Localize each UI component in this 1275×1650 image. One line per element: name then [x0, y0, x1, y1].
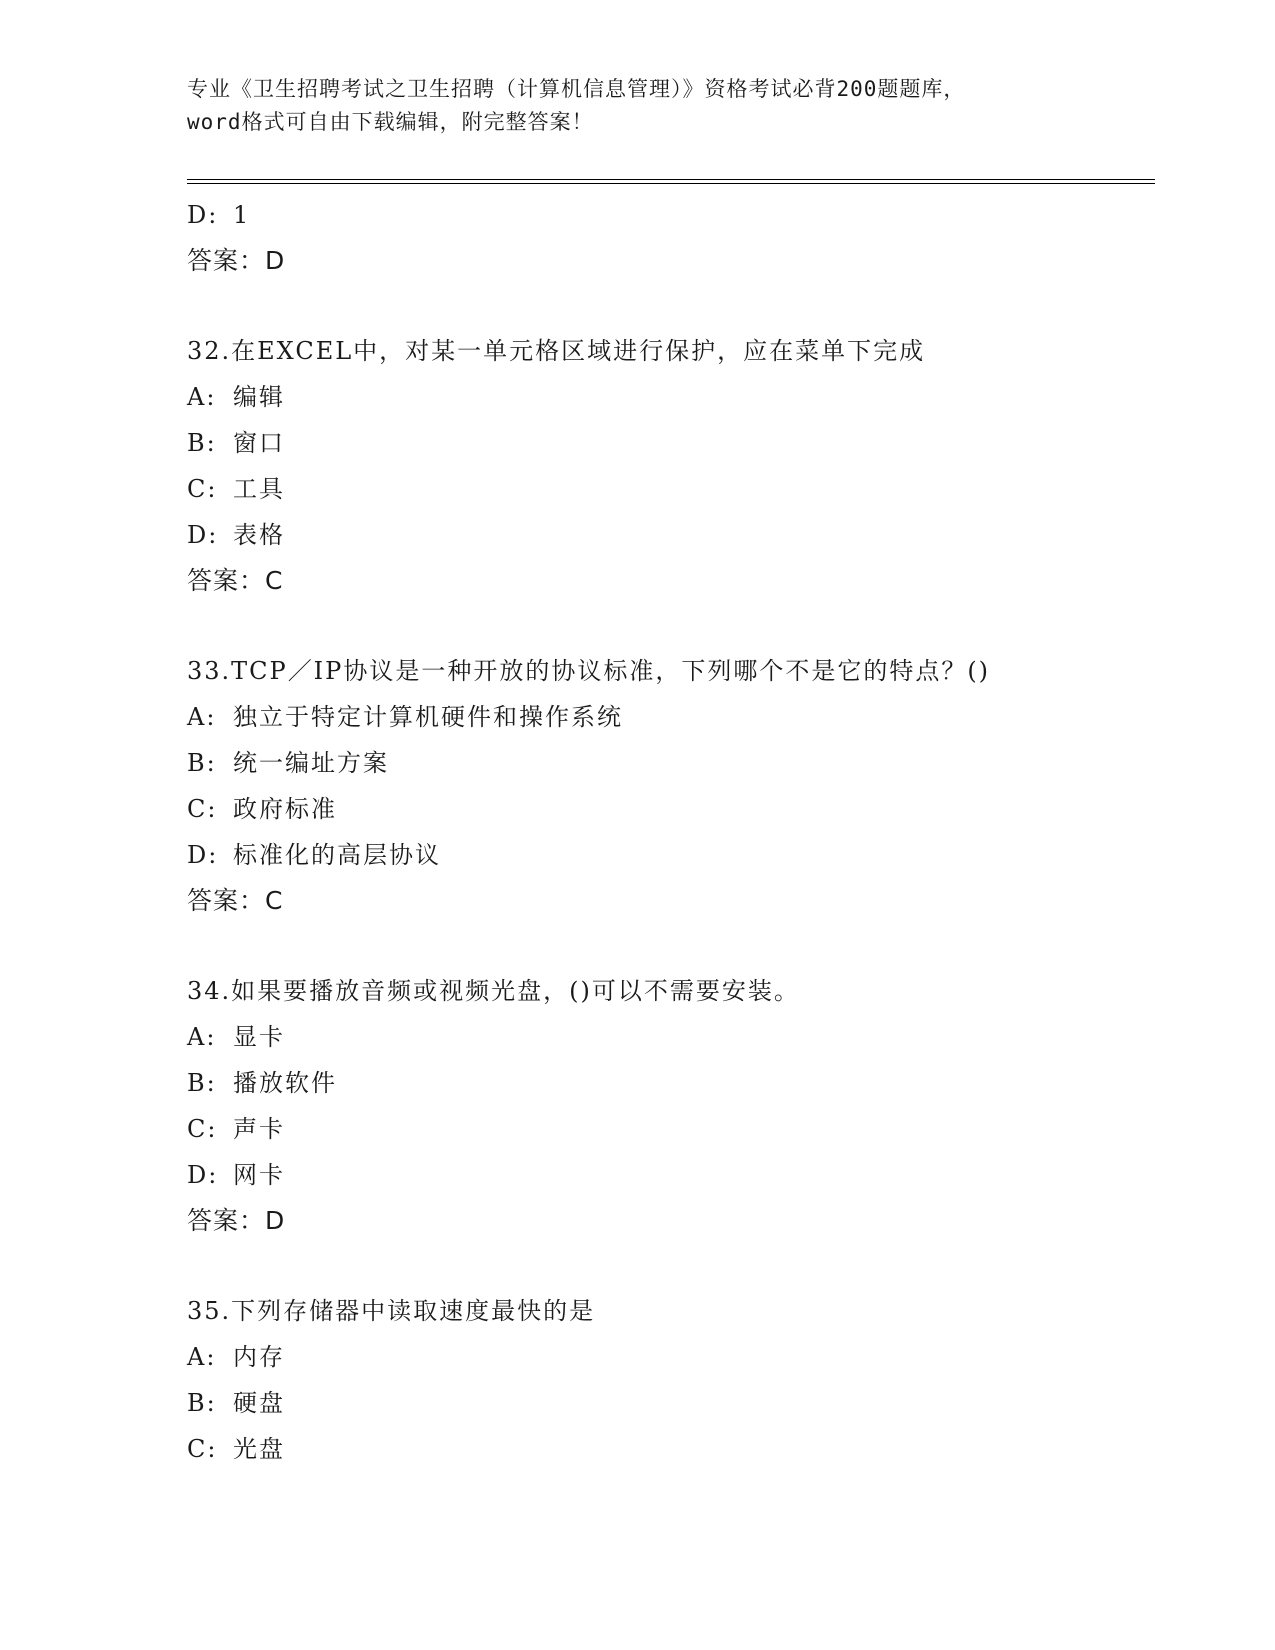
option-letter: D:	[187, 1161, 219, 1189]
spacer	[187, 284, 1155, 328]
option-text: 标准化的高层协议	[233, 841, 441, 869]
option-text: 工具	[233, 475, 285, 503]
question-32-text: 32.在EXCEL中，对某一单元格区域进行保护，应在菜单下完成	[187, 337, 926, 365]
intro-option-d	[187, 192, 1155, 238]
question-35-text: 35.下列存储器中读取速度最快的是	[187, 1297, 596, 1325]
spacer	[187, 1244, 1155, 1288]
option-text: 播放软件	[233, 1069, 337, 1097]
question-34-option-b	[187, 1060, 1155, 1106]
option-letter: C:	[187, 475, 218, 503]
option-letter: B:	[187, 1069, 217, 1097]
option-letter: A:	[187, 703, 217, 731]
question-32-option-c	[187, 466, 1155, 512]
page-header	[187, 73, 1087, 139]
option-letter: A:	[187, 1023, 217, 1051]
header-divider-bottom	[187, 183, 1155, 184]
option-text: 表格	[233, 521, 285, 549]
question-33-answer: 答案：C	[187, 886, 284, 915]
header-title-line-1: 专业《卫生招聘考试之卫生招聘（计算机信息管理）》资格考试必背200题题库，	[187, 77, 966, 101]
question-33-option-b	[187, 740, 1155, 786]
option-letter: B:	[187, 429, 217, 457]
question-32-option-a	[187, 374, 1155, 420]
question-33-option-d	[187, 832, 1155, 878]
question-35-option-a	[187, 1334, 1155, 1380]
option-text: 内存	[233, 1343, 285, 1371]
option-text: 独立于特定计算机硬件和操作系统	[233, 703, 623, 731]
option-text: 显卡	[233, 1023, 285, 1051]
question-34-text: 34.如果要播放音频或视频光盘，()可以不需要安装。	[187, 977, 800, 1005]
option-letter: C:	[187, 1115, 218, 1143]
option-letter: C:	[187, 795, 218, 823]
option-letter: D:	[187, 201, 219, 229]
option-text: 窗口	[233, 429, 285, 457]
question-34-option-d	[187, 1152, 1155, 1198]
spacer	[187, 924, 1155, 968]
option-text: 网卡	[233, 1161, 285, 1189]
question-35-option-b	[187, 1380, 1155, 1426]
intro-answer: 答案：D	[187, 246, 286, 275]
option-text: 光盘	[233, 1435, 285, 1463]
spacer	[187, 604, 1155, 648]
question-33-text: 33.TCP／IP协议是一种开放的协议标准，下列哪个不是它的特点？()	[187, 657, 991, 685]
question-34-option-a	[187, 1014, 1155, 1060]
question-list	[187, 192, 1155, 1472]
question-32-answer: 答案：C	[187, 566, 284, 595]
option-letter: B:	[187, 1389, 217, 1417]
question-32-option-d	[187, 512, 1155, 558]
question-35-option-c	[187, 1426, 1155, 1472]
question-32-option-b	[187, 420, 1155, 466]
option-text: 硬盘	[233, 1389, 285, 1417]
option-text: 政府标准	[233, 795, 337, 823]
option-letter: C:	[187, 1435, 218, 1463]
option-text: 统一编址方案	[233, 749, 389, 777]
option-text: 声卡	[233, 1115, 285, 1143]
option-letter: A:	[187, 383, 217, 411]
header-title-line-2: word格式可自由下载编辑，附完整答案！	[187, 110, 594, 134]
option-text: 1	[233, 201, 251, 229]
option-letter: B:	[187, 749, 217, 777]
option-text: 编辑	[233, 383, 285, 411]
question-34-option-c	[187, 1106, 1155, 1152]
question-33-option-c	[187, 786, 1155, 832]
option-letter: D:	[187, 841, 219, 869]
question-33-option-a	[187, 694, 1155, 740]
option-letter: D:	[187, 521, 219, 549]
header-divider-top	[187, 179, 1155, 180]
question-34-answer: 答案：D	[187, 1206, 286, 1235]
option-letter: A:	[187, 1343, 217, 1371]
